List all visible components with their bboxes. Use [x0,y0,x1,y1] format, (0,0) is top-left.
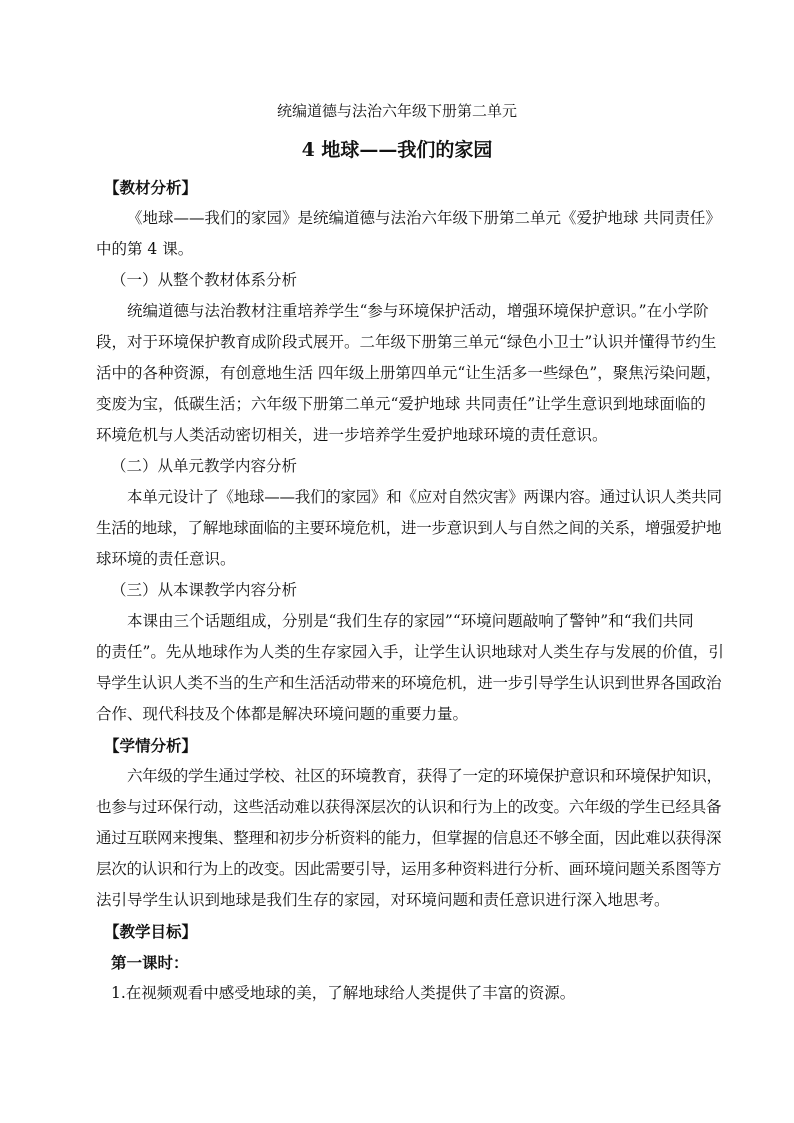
goal-item: 1.在视频观看中感受地球的美，了解地球给人类提供了丰富的资源。 [111,984,576,1002]
paragraph-line: 合作、现代科技及个体都是解决环境问题的重要力量。 [96,705,469,723]
subsection-heading-1: （一）从整个教材体系分析 [111,271,298,289]
paragraph-line: 本单元设计了《地球——我们的家园》和《应对自然灾害》两课内容。通过认识人类共同 [127,488,722,506]
paragraph-line: 导学生认识人类不当的生产和生活活动带来的环境危机，进一步引导学生认识到世界各国政治 [96,674,722,692]
document-title: 4 地球——我们的家园 [301,139,493,161]
paragraph-line: 中的第 4 课。 [96,240,194,258]
subsection-heading-3: （三）从本课教学内容分析 [111,581,298,599]
paragraph-line: 的责任”。先从地球作为人类的生存家园入手，让学生认识地球对人类生存与发展的价值，引 [96,643,724,661]
lesson-one-heading: 第一课时： [111,953,189,972]
paragraph-line: 段，对于环境保护教育成阶段式展开。二年级下册第三单元“绿色小卫士”认识并懂得节约生 [96,333,717,351]
paragraph-line: 层次的认识和行为上的改变。因此需要引导，运用多种资料进行分析、画环境问题关系图等方 [96,860,722,878]
paragraph-line: 六年级的学生通过学校、社区的环境教育，获得了一定的环境保护意识和环境保护知识， [127,767,722,785]
teaching-goals-heading: 【教学目标】 [104,922,198,941]
paragraph-line: 球环境的责任意识。 [96,550,236,568]
document-subtitle: 统编道德与法治六年级下册第二单元 [276,102,517,120]
learner-analysis-heading: 【学情分析】 [104,736,198,755]
subsection-heading-2: （二）从单元教学内容分析 [111,457,298,475]
paragraph-line: 活中的各种资源，有创意地生活 四年级上册第四单元“让生活多一些绿色”，聚焦污染问题， [96,364,722,382]
paragraph-line: 本课由三个话题组成，分别是“我们生存的家园”“环境问题敲响了警钟”和“我们共同 [127,612,694,630]
paragraph-line: 变废为宝，低碳生活；六年级下册第二单元“爱护地球 共同责任”让学生意识到地球面临的 [96,395,706,413]
paragraph-line: 统编道德与法治教材注重培养学生“参与环境保护活动，增强环境保护意识。”在小学阶 [127,302,709,320]
paragraph-line: 通过互联网来搜集、整理和初步分析资料的能力，但掌握的信息还不够全面，因此难以获得深 [96,829,722,847]
paragraph-line: 环境危机与人类活动密切相关，进一步培养学生爱护地球环境的责任意识。 [96,426,608,444]
paragraph-line: 也参与过环保行动，这些活动难以获得深层次的认识和行为上的改变。六年级的学生已经具备 [96,798,722,816]
paragraph-line: 《地球——我们的家园》是统编道德与法治六年级下册第二单元《爱护地球 共同责任》 [127,209,721,227]
material-analysis-heading: 【教材分析】 [104,178,198,197]
paragraph-line: 生活的地球，了解地球面临的主要环境危机，进一步意识到人与自然之间的关系，增强爱护地 [96,519,722,537]
paragraph-line: 法引导学生认识到地球是我们生存的家园，对环境问题和责任意识进行深入地思考。 [96,891,670,909]
document-body [96,172,724,1009]
